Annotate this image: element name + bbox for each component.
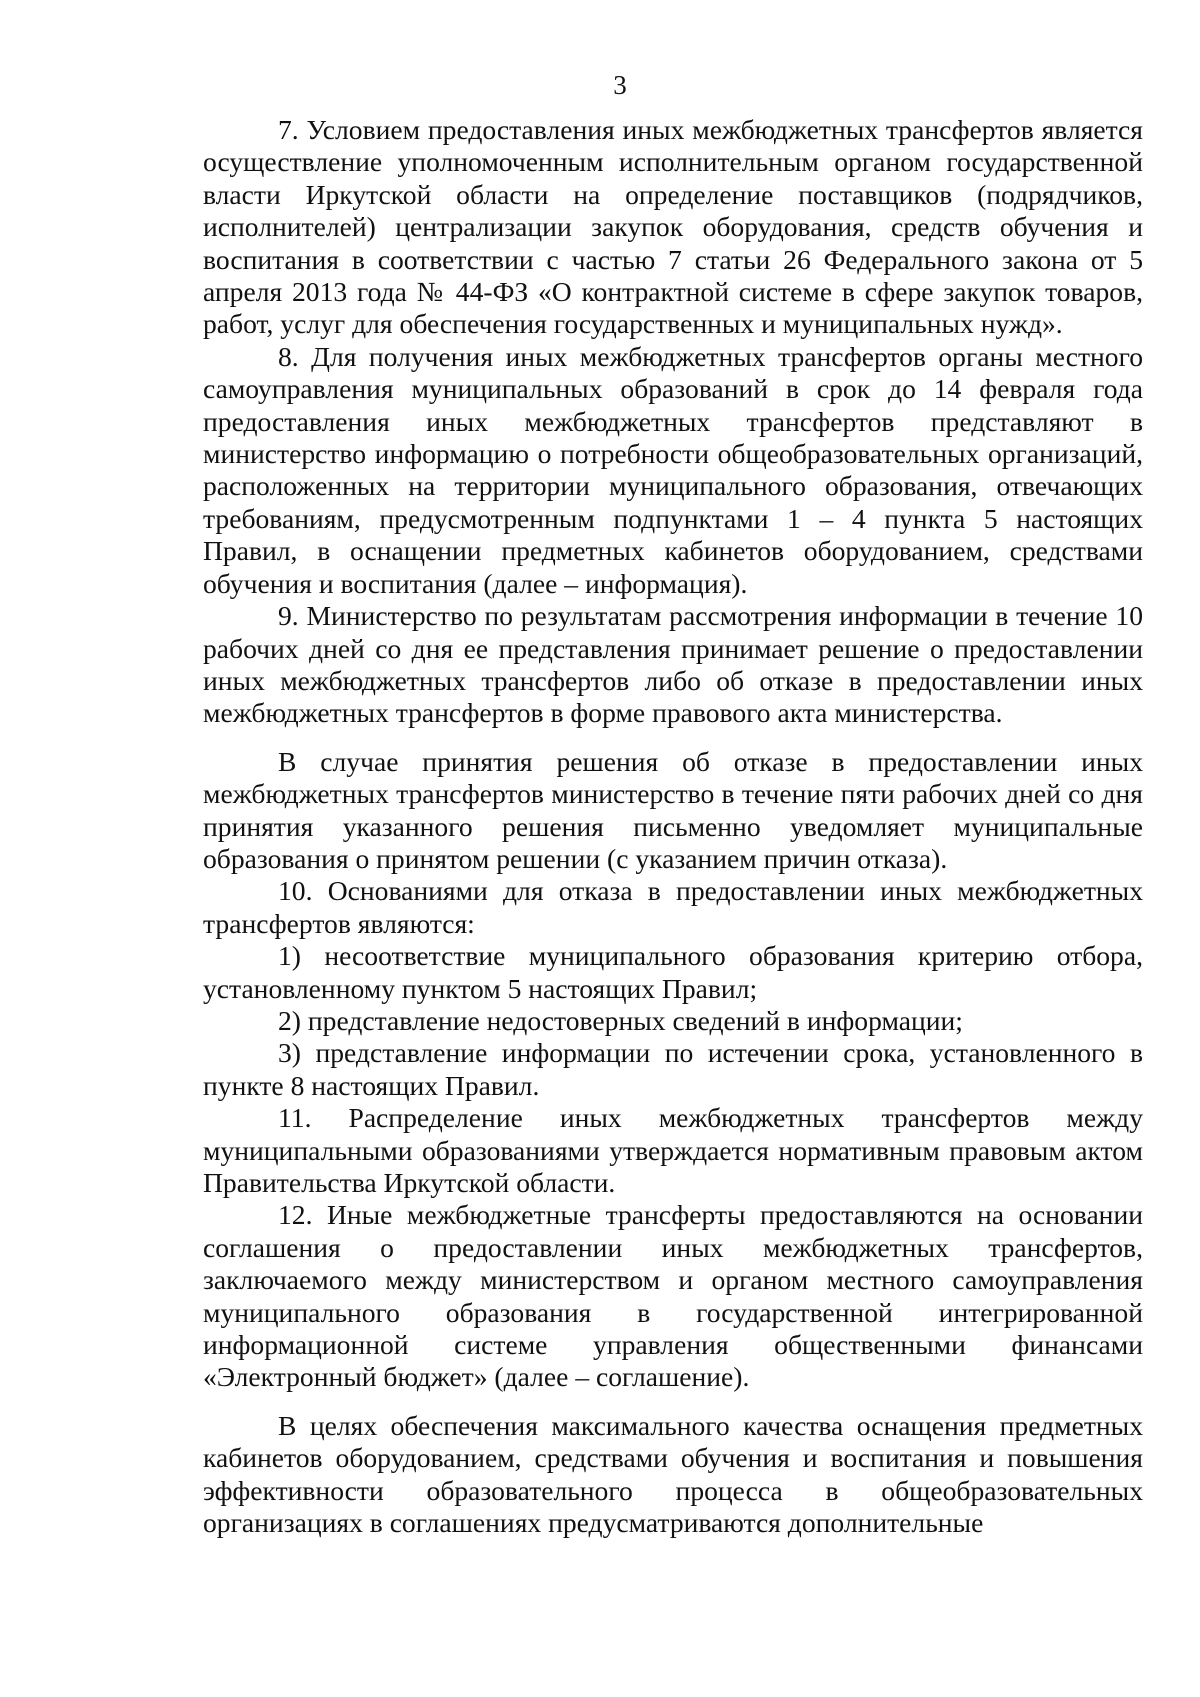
paragraph-7: 7. Условием предоставления иных межбюджетных трансфертов является осуществление уполномоченным исполнительным органом государственной власти Иркутской области на определение поставщиков (подрядчиков, исполнителей) централизации закупок оборудования, средств обучения и воспитания в соответствии с частью 7 статьи 26 Федерального закона от 5 апреля 2013 года № 44-ФЗ «О контрактной системе в сфере закупок товаров, работ, услуг для обеспечения государственных и муниципальных нужд». bbox=[203, 114, 1143, 340]
paragraph-10-item-1: 1) несоответствие муниципального образования критерию отбора, установленному пунктом 5 настоящих Правил; bbox=[203, 940, 1143, 1004]
paragraph-8: 8. Для получения иных межбюджетных трансфертов органы местного самоуправления муниципальных образований в срок до 14 февраля года предоставления иных межбюджетных трансфертов представляют в министерство информацию о потребности общеобразовательных организаций, расположенных на территории муниципального образования, отвечающих требованиям, предусмотренным подпунктами 1 – 4 пункта 5 настоящих Правил, в оснащении предметных кабинетов оборудованием, средствами обучения и воспитания (далее – информация). bbox=[203, 340, 1143, 599]
paragraph-10-item-3: 3) представление информации по истечении срока, установленного в пункте 8 настоящих Правил. bbox=[203, 1037, 1143, 1101]
paragraph-10-item-2: 2) представление недостоверных сведений в информации; bbox=[278, 1004, 963, 1036]
paragraph-12-continuation: В целях обеспечения максимального качества оснащения предметных кабинетов оборудованием, средствами обучения и воспитания и повышения эффективности образовательного процесса в общеобразовательных организациях в соглашениях предусматриваются дополнительные bbox=[203, 1409, 1143, 1539]
paragraph-12: 12. Иные межбюджетные трансферты предоставляются на основании соглашения о предоставлении иных межбюджетных трансфертов, заключаемого между министерством и органом местного самоуправления муниципального образования в государственной интегрированной информационной системе управления общественными финансами «Электронный бюджет» (далее – соглашение). bbox=[203, 1199, 1143, 1393]
paragraph-9: 9. Министерство по результатам рассмотрения информации в течение 10 рабочих дней со дня ее представления принимает решение о предоставлении иных межбюджетных трансфертов либо об отказе в предоставлении иных межбюджетных трансфертов в форме правового акта министерства. bbox=[203, 600, 1143, 729]
document-body bbox=[203, 114, 1143, 1539]
paragraph-11: 11. Распределение иных межбюджетных трансфертов между муниципальными образованиями утверждается нормативным правовым актом Правительства Иркутской области. bbox=[203, 1102, 1143, 1198]
paragraph-9-refusal-notice: В случае принятия решения об отказе в предоставлении иных межбюджетных трансфертов министерство в течение пяти рабочих дней со дня принятия указанного решения письменно уведомляет муниципальные образования о принятом решении (с указанием причин отказа). bbox=[203, 745, 1143, 874]
page-number: 3 bbox=[613, 70, 627, 100]
paragraph-10: 10. Основаниями для отказа в предоставлении иных межбюджетных трансфертов являются: bbox=[203, 875, 1143, 939]
